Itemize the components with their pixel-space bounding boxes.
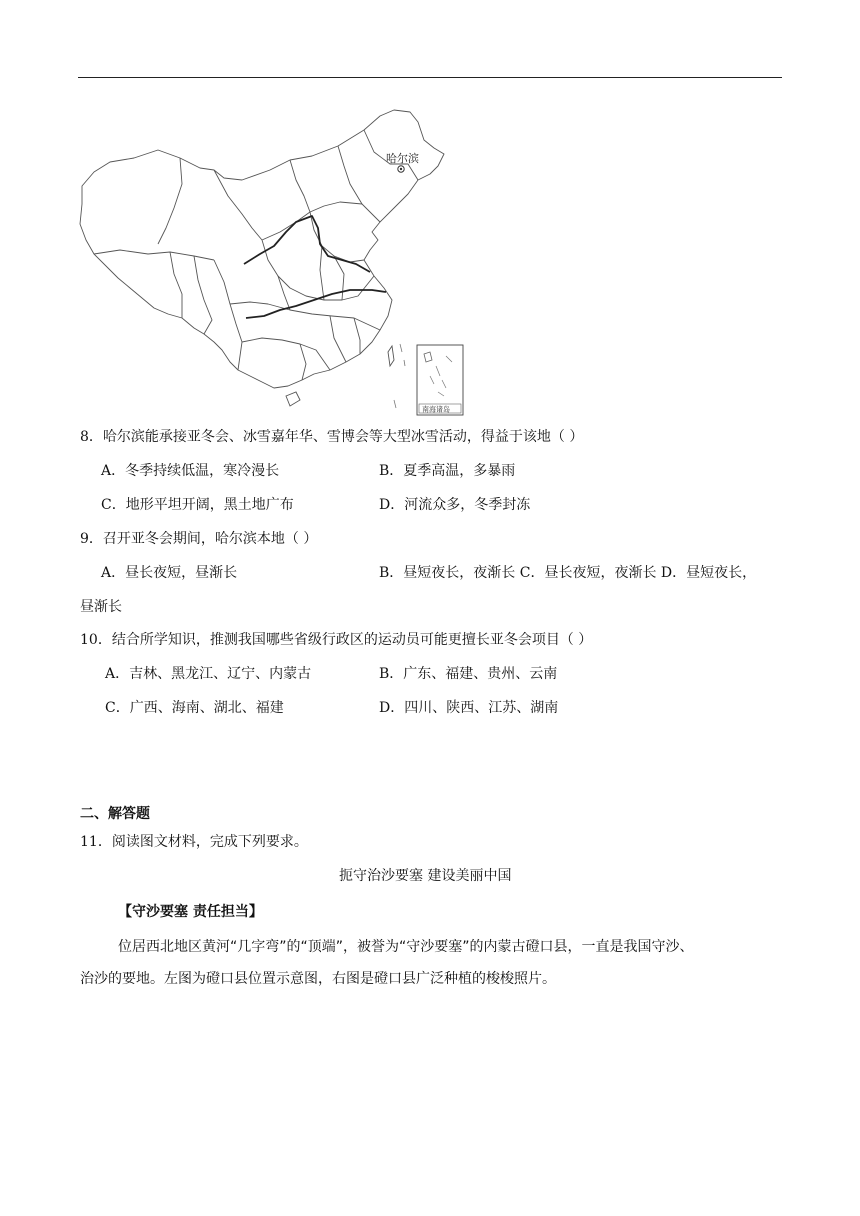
- article-paragraph-line2: 治沙的要地。左图为磴口县位置示意图，右图是磴口县广泛种植的梭梭照片。: [80, 971, 556, 987]
- article-title: 扼守治沙要塞 建设美丽中国: [339, 868, 512, 884]
- q8-option-b[interactable]: B．夏季高温，多暴雨: [379, 463, 516, 479]
- q9-option-a[interactable]: A．昼长夜短，昼渐长: [101, 565, 238, 581]
- harbin-label: 哈尔滨: [386, 152, 419, 165]
- q8-option-d[interactable]: D．河流众多，冬季封冻: [379, 497, 531, 513]
- article-subheading: 【守沙要塞 责任担当】: [118, 904, 263, 920]
- q8-stem: 8．哈尔滨能承接亚冬会、冰雪嘉年华、雪博会等大型冰雪活动，得益于该地（ ）: [80, 429, 584, 445]
- q10-option-b[interactable]: B．广东、福建、贵州、云南: [379, 666, 558, 682]
- q8-option-a[interactable]: A．冬季持续低温，寒冷漫长: [101, 463, 280, 479]
- q10-stem: 10．结合所学知识，推测我国哪些省级行政区的运动员可能更擅长亚冬会项目（ ）: [80, 632, 593, 648]
- q10-option-c[interactable]: C．广西、海南、湖北、福建: [105, 700, 284, 716]
- section-heading: 二、解答题: [80, 806, 150, 822]
- header-rule: [78, 77, 782, 78]
- south-china-sea-inset: [417, 345, 463, 415]
- q9-stem: 9．召开亚冬会期间，哈尔滨本地（ ）: [80, 531, 318, 547]
- q8-option-c[interactable]: C．地形平坦开阔，黑土地广布: [101, 497, 294, 513]
- china-map: [74, 104, 474, 416]
- q9-options-bcd[interactable]: B．昼短夜长，夜渐长 C．昼长夜短，夜渐长 D．昼短夜长，: [379, 565, 757, 581]
- q11-stem: 11．阅读图文材料，完成下列要求。: [80, 834, 308, 850]
- svg-text:南海诸岛: 南海诸岛: [422, 405, 450, 414]
- q10-option-d[interactable]: D．四川、陕西、江苏、湖南: [379, 700, 559, 716]
- q9-option-d-tail: 昼渐长: [80, 599, 122, 615]
- article-paragraph-line1: 位居西北地区黄河“几字弯”的“顶端”，被誉为“守沙要塞”的内蒙古磴口县，一直是我国守沙、: [118, 939, 694, 955]
- q10-option-a[interactable]: A．吉林、黑龙江、辽宁、内蒙古: [105, 666, 312, 682]
